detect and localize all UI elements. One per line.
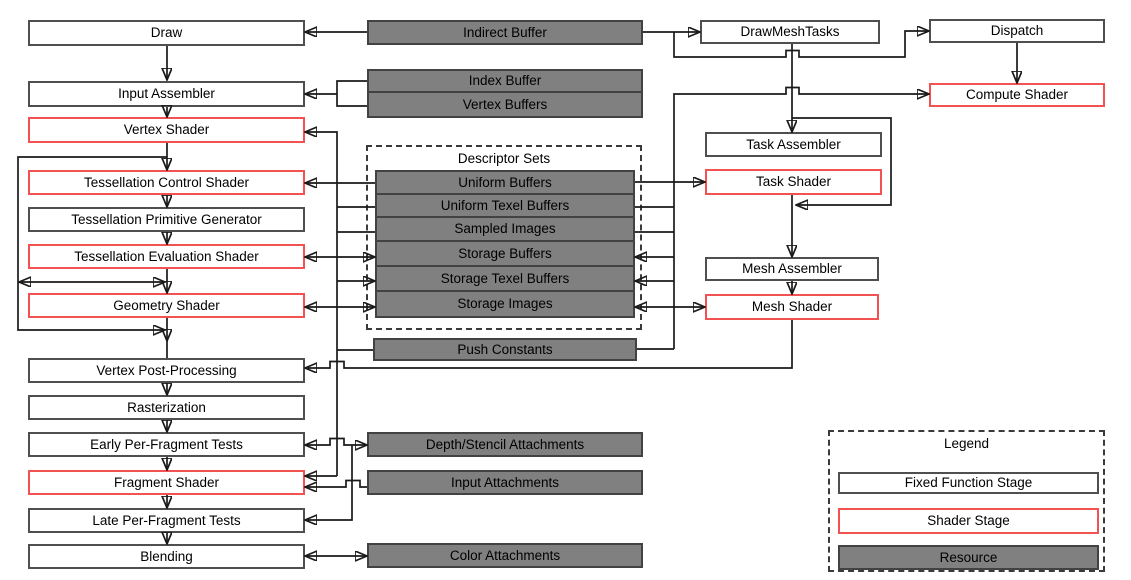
legend-title: Legend [943,436,990,451]
node-compute-shader: Compute Shader [929,83,1105,107]
node-tessellation-control-shader: Tessellation Control Shader [28,170,305,195]
node-vertex-shader: Vertex Shader [28,117,305,143]
legend-shader-stage: Shader Stage [838,508,1099,534]
edge-index-vertex-buffer-bracket [337,81,367,106]
node-vertex-post-processing: Vertex Post-Processing [28,358,305,383]
edge-epft-depth-stencil [305,439,367,446]
node-indirect-buffer: Indirect Buffer [367,20,643,45]
node-mesh-shader: Mesh Shader [705,294,879,320]
node-task-assembler: Task Assembler [705,132,882,157]
node-input-attachments: Input Attachments [367,470,643,495]
node-task-shader: Task Shader [705,169,882,195]
node-fragment-shader: Fragment Shader [28,470,305,495]
node-uniform-buffers: Uniform Buffers [375,170,635,195]
node-dispatch: Dispatch [929,19,1105,43]
legend-fixed-function-stage: Fixed Function Stage [838,472,1099,494]
node-index-buffer: Index Buffer [367,69,643,93]
node-tessellation-evaluation-shader: Tessellation Evaluation Shader [28,244,305,269]
legend [828,430,1105,572]
edge-input-attachments-to-fragment-shader [305,481,367,488]
node-early-per-fragment-tests: Early Per-Fragment Tests [28,432,305,457]
node-drawmeshtasks: DrawMeshTasks [700,20,880,44]
node-draw: Draw [28,20,305,46]
node-tessellation-primitive-generator: Tessellation Primitive Generator [28,207,305,232]
node-storage-buffers: Storage Buffers [375,240,635,267]
edge-depth-stencil-to-lpft [305,445,352,520]
node-geometry-shader: Geometry Shader [28,293,305,318]
node-mesh-assembler: Mesh Assembler [705,257,879,281]
node-rasterization: Rasterization [28,395,305,420]
node-push-constants: Push Constants [373,338,637,361]
descriptor-sets-title: Descriptor Sets [457,151,551,166]
node-storage-texel-buffers: Storage Texel Buffers [375,265,635,292]
node-color-attachments: Color Attachments [367,543,643,568]
node-input-assembler: Input Assembler [28,81,305,107]
node-depth-stencil-attachments: Depth/Stencil Attachments [367,432,643,457]
edge-bus-to-vertex-shader [305,132,337,476]
node-vertex-buffers: Vertex Buffers [367,91,643,118]
node-uniform-texel-buffers: Uniform Texel Buffers [375,193,635,218]
node-sampled-images: Sampled Images [375,216,635,242]
legend-resource: Resource [838,545,1099,570]
node-storage-images: Storage Images [375,290,635,318]
node-blending: Blending [28,544,305,569]
node-late-per-fragment-tests: Late Per-Fragment Tests [28,508,305,533]
